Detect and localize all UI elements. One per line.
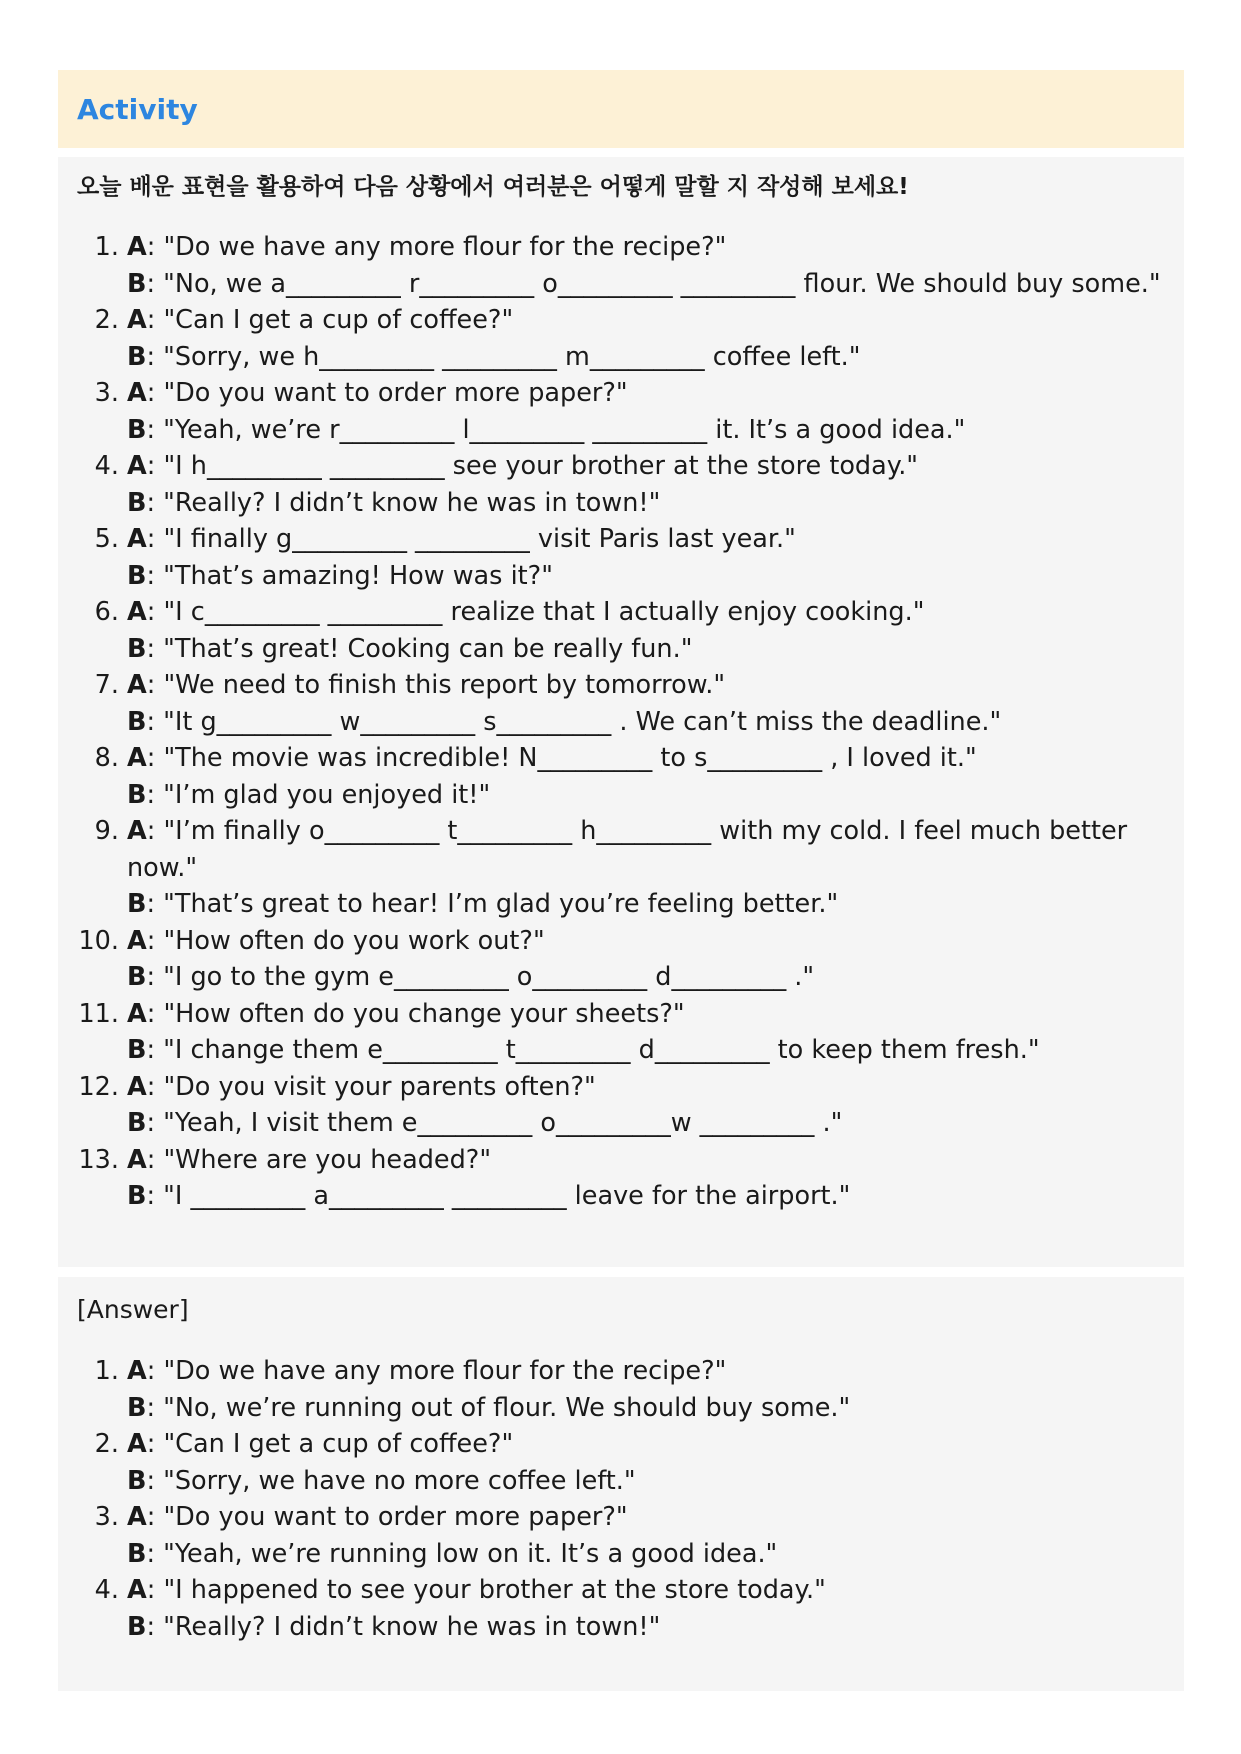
speaker-a-label: A <box>127 451 147 481</box>
speaker-a-line <box>127 813 1165 886</box>
item-number: 9. <box>94 816 119 846</box>
speaker-a-line <box>127 375 1165 412</box>
speaker-a-label: A <box>127 925 147 956</box>
speaker-b-label: B <box>127 1108 147 1138</box>
speaker-b-text: : "Yeah, we’re running low on it. It’s a good idea." <box>146 1538 778 1569</box>
item-number: 8. <box>94 743 119 773</box>
answer-item <box>77 1572 1165 1645</box>
speaker-a-line <box>127 1426 1165 1463</box>
speaker-b-label: B <box>127 1465 147 1496</box>
speaker-b-line <box>127 485 1165 522</box>
speaker-b-label: B <box>127 1392 147 1423</box>
speaker-b-text: : "That’s amazing! How was it?" <box>146 560 553 591</box>
speaker-a-text: : "How often do you change your sheets?" <box>146 998 685 1029</box>
activity-item <box>77 667 1165 740</box>
activity-item <box>77 594 1165 667</box>
item-number: 12. <box>78 1071 119 1102</box>
speaker-a-line <box>127 302 1165 339</box>
activity-item <box>77 375 1165 448</box>
speaker-a-text: : "I happened to see your brother at the store today." <box>146 1575 826 1605</box>
speaker-b-text: : "Sorry, we h_________ _________ m_________ coffee left." <box>146 341 861 372</box>
answer-item <box>77 1499 1165 1572</box>
speaker-a-line <box>127 1353 1165 1390</box>
speaker-b-line <box>127 1105 1165 1142</box>
speaker-b-line <box>127 1390 1165 1427</box>
speaker-a-text: : "Do we have any more flour for the recipe?" <box>146 232 727 262</box>
speaker-b-text: : "That’s great! Cooking can be really fun." <box>146 633 693 664</box>
speaker-a-label: A <box>127 1502 147 1532</box>
speaker-b-line <box>127 777 1165 814</box>
item-number: 6. <box>94 597 119 627</box>
speaker-b-line <box>127 1609 1165 1646</box>
speaker-a-text: : "Do you want to order more paper?" <box>146 378 628 408</box>
speaker-b-label: B <box>127 487 147 518</box>
speaker-a-label: A <box>127 998 147 1029</box>
speaker-a-label: A <box>127 1071 147 1102</box>
speaker-a-line <box>127 740 1165 777</box>
activity-item <box>77 813 1165 923</box>
speaker-a-text: : "I finally g_________ _________ visit Paris last year." <box>146 524 796 554</box>
activity-title: Activity <box>77 92 198 126</box>
item-number: 1. <box>94 1356 119 1386</box>
speaker-b-line <box>127 704 1165 741</box>
speaker-b-line <box>127 339 1165 376</box>
speaker-a-text: : "Can I get a cup of coffee?" <box>146 1429 514 1459</box>
speaker-b-text: : "I change them e_________ t_________ d_________ to keep them fresh." <box>146 1035 1040 1065</box>
speaker-b-line <box>127 1463 1165 1500</box>
speaker-a-line <box>127 1572 1165 1609</box>
speaker-a-text: : "Do you want to order more paper?" <box>146 1502 628 1532</box>
item-number: 7. <box>94 670 119 700</box>
speaker-b-text: : "I _________ a_________ _________ leave for the airport." <box>146 1181 851 1211</box>
speaker-b-text: : "Yeah, I visit them e_________ o_________w _________ ." <box>146 1108 843 1138</box>
speaker-a-line <box>127 448 1165 485</box>
speaker-a-line <box>127 521 1165 558</box>
speaker-b-label: B <box>127 268 147 299</box>
activity-item <box>77 923 1165 996</box>
speaker-b-line <box>127 558 1165 595</box>
speaker-a-text: : "Do you visit your parents often?" <box>146 1071 596 1102</box>
item-number: 1. <box>94 232 119 262</box>
activity-item <box>77 1142 1165 1215</box>
answer-panel <box>58 1277 1184 1691</box>
speaker-b-label: B <box>127 706 147 737</box>
speaker-b-text: : "I go to the gym e_________ o_________ d_________ ." <box>146 962 815 992</box>
item-number: 10. <box>78 925 119 956</box>
speaker-b-text: : "That’s great to hear! I’m glad you’re feeling better." <box>146 889 839 919</box>
item-number: 13. <box>78 1144 119 1175</box>
activity-list <box>77 229 1165 1215</box>
speaker-a-label: A <box>127 232 147 262</box>
speaker-b-label: B <box>127 414 147 445</box>
speaker-b-label: B <box>127 889 147 919</box>
activity-item <box>77 302 1165 375</box>
activity-item <box>77 448 1165 521</box>
speaker-a-label: A <box>127 378 147 408</box>
item-number: 4. <box>94 1575 119 1605</box>
item-number: 4. <box>94 451 119 481</box>
speaker-b-line <box>127 1536 1165 1573</box>
speaker-a-line <box>127 1142 1165 1179</box>
speaker-a-label: A <box>127 816 147 846</box>
answer-list <box>77 1353 1165 1645</box>
speaker-a-label: A <box>127 305 147 335</box>
speaker-b-label: B <box>127 1035 147 1065</box>
speaker-a-text: : "I’m finally o_________ t_________ h_________ with my cold. I feel much better now." <box>127 816 1128 883</box>
speaker-a-line <box>127 923 1165 960</box>
speaker-b-line <box>127 886 1165 923</box>
item-number: 2. <box>94 1429 119 1459</box>
speaker-b-label: B <box>127 1181 147 1211</box>
speaker-b-label: B <box>127 341 147 372</box>
speaker-a-line <box>127 1499 1165 1536</box>
speaker-b-text: : "It g_________ w_________ s_________ . We can’t miss the deadline." <box>146 706 1002 737</box>
activity-item <box>77 229 1165 302</box>
instruction-text: 오늘 배운 표현을 활용하여 다음 상황에서 여러분은 어떻게 말할 지 작성해 보세요! <box>77 174 909 200</box>
activity-header <box>58 70 1184 148</box>
speaker-b-text: : "No, we’re running out of flour. We should buy some." <box>146 1392 851 1423</box>
item-number: 2. <box>94 305 119 335</box>
speaker-b-text: : "Really? I didn’t know he was in town!" <box>146 487 661 518</box>
speaker-a-text: : "The movie was incredible! N_________ to s_________ , I loved it." <box>146 743 977 773</box>
answer-heading: [Answer] <box>77 1295 189 1324</box>
speaker-a-text: : "I c_________ _________ realize that I actually enjoy cooking." <box>146 597 925 627</box>
activity-item <box>77 1069 1165 1142</box>
speaker-a-label: A <box>127 1429 147 1459</box>
speaker-b-line <box>127 631 1165 668</box>
speaker-b-line <box>127 1178 1165 1215</box>
item-number: 3. <box>94 1502 119 1532</box>
speaker-b-text: : "Yeah, we’re r_________ l_________ _________ it. It’s a good idea." <box>146 414 966 445</box>
speaker-a-label: A <box>127 524 147 554</box>
speaker-b-text: : "I’m glad you enjoyed it!" <box>146 779 491 810</box>
speaker-a-text: : "Where are you headed?" <box>146 1144 492 1175</box>
answer-item <box>77 1353 1165 1426</box>
speaker-a-line <box>127 594 1165 631</box>
speaker-a-text: : "We need to finish this report by tomorrow." <box>146 670 726 700</box>
speaker-a-text: : "Do we have any more flour for the recipe?" <box>146 1356 727 1386</box>
speaker-b-label: B <box>127 962 147 992</box>
speaker-b-line <box>127 266 1165 303</box>
speaker-a-label: A <box>127 1575 147 1605</box>
item-number: 11. <box>78 998 119 1029</box>
activity-panel <box>58 157 1184 1267</box>
speaker-a-text: : "I h_________ _________ see your brother at the store today." <box>146 451 919 481</box>
speaker-b-label: B <box>127 1611 147 1642</box>
speaker-b-line <box>127 412 1165 449</box>
item-number: 3. <box>94 378 119 408</box>
speaker-a-text: : "How often do you work out?" <box>146 925 545 956</box>
speaker-a-label: A <box>127 743 147 773</box>
speaker-b-label: B <box>127 1538 147 1569</box>
speaker-a-label: A <box>127 597 147 627</box>
answer-item <box>77 1426 1165 1499</box>
speaker-b-label: B <box>127 560 147 591</box>
speaker-a-label: A <box>127 1144 147 1175</box>
speaker-b-label: B <box>127 779 147 810</box>
speaker-a-line <box>127 229 1165 266</box>
speaker-b-text: : "Really? I didn’t know he was in town!" <box>146 1611 661 1642</box>
activity-item <box>77 996 1165 1069</box>
speaker-a-line <box>127 667 1165 704</box>
speaker-b-line <box>127 1032 1165 1069</box>
speaker-a-label: A <box>127 1356 147 1386</box>
speaker-a-line <box>127 1069 1165 1106</box>
activity-item <box>77 521 1165 594</box>
speaker-b-text: : "No, we a_________ r_________ o_________ _________ flour. We should buy some." <box>146 268 1161 299</box>
speaker-a-text: : "Can I get a cup of coffee?" <box>146 305 514 335</box>
activity-item <box>77 740 1165 813</box>
speaker-a-label: A <box>127 670 147 700</box>
speaker-a-line <box>127 996 1165 1033</box>
speaker-b-line <box>127 959 1165 996</box>
speaker-b-text: : "Sorry, we have no more coffee left." <box>146 1465 636 1496</box>
speaker-b-label: B <box>127 633 147 664</box>
item-number: 5. <box>94 524 119 554</box>
